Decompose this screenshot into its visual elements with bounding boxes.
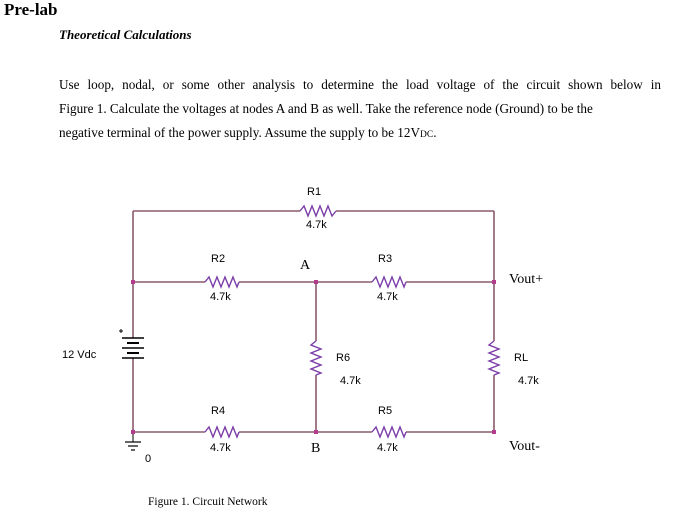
node-dot-right-bottom: [492, 430, 496, 434]
node-a-label: A: [300, 258, 311, 273]
rl-value-label: 4.7k: [518, 375, 539, 387]
instructions-line-3-end: .: [433, 125, 437, 140]
r1-value-label: 4.7k: [306, 219, 327, 231]
node-dot-a: [314, 280, 318, 284]
ground-icon: [125, 432, 141, 450]
instructions-line-2: Figure 1. Calculate the voltages at nodes A and B as well. Take the reference node (Ground) to be the: [59, 101, 593, 116]
r2-value-label: 4.7k: [210, 291, 231, 303]
resistor-r5: [372, 427, 406, 437]
ground-node-label: 0: [145, 453, 152, 465]
instructions-line-3-subscript: DC: [420, 130, 434, 140]
source-voltage-label: 12 Vdc: [62, 349, 97, 361]
figure-caption: Figure 1. Circuit Network: [148, 496, 268, 508]
r5-name-label: R5: [378, 405, 393, 417]
r2-name-label: R2: [211, 253, 226, 265]
r4-value-label: 4.7k: [210, 442, 231, 454]
resistor-r4: [205, 427, 239, 437]
r6-value-label: 4.7k: [340, 375, 361, 387]
resistor-r2: [205, 277, 239, 287]
resistor-r6: [311, 341, 321, 375]
section-subtitle: Theoretical Calculations: [59, 27, 192, 42]
r4-name-label: R4: [211, 405, 226, 417]
vout-plus-label: Vout+: [509, 272, 544, 287]
rl-name-label: RL: [514, 352, 529, 364]
r5-value-label: 4.7k: [377, 442, 398, 454]
resistor-r3: [372, 277, 406, 287]
node-dot-right-middle: [492, 280, 496, 284]
instructions-line-3-text: negative terminal of the power supply. Assume the supply to be 12V: [59, 125, 420, 140]
node-b-label: B: [311, 441, 321, 456]
r3-value-label: 4.7k: [377, 291, 398, 303]
page-title: Pre-lab: [4, 0, 58, 19]
r6-name-label: R6: [336, 352, 351, 364]
vout-minus-label: Vout-: [509, 439, 540, 454]
dc-source-icon: [119, 329, 144, 358]
instructions-line-1: Use loop, nodal, or some other analysis to determine the load voltage of the circuit shown below in: [59, 77, 661, 92]
r1-name-label: R1: [307, 186, 322, 198]
resistor-r1: [300, 206, 336, 216]
node-dot-left-middle: [131, 280, 135, 284]
r3-name-label: R3: [378, 253, 393, 265]
resistor-rl: [489, 341, 499, 375]
node-dot-b: [314, 430, 318, 434]
node-dot-left-bottom: [131, 430, 135, 434]
